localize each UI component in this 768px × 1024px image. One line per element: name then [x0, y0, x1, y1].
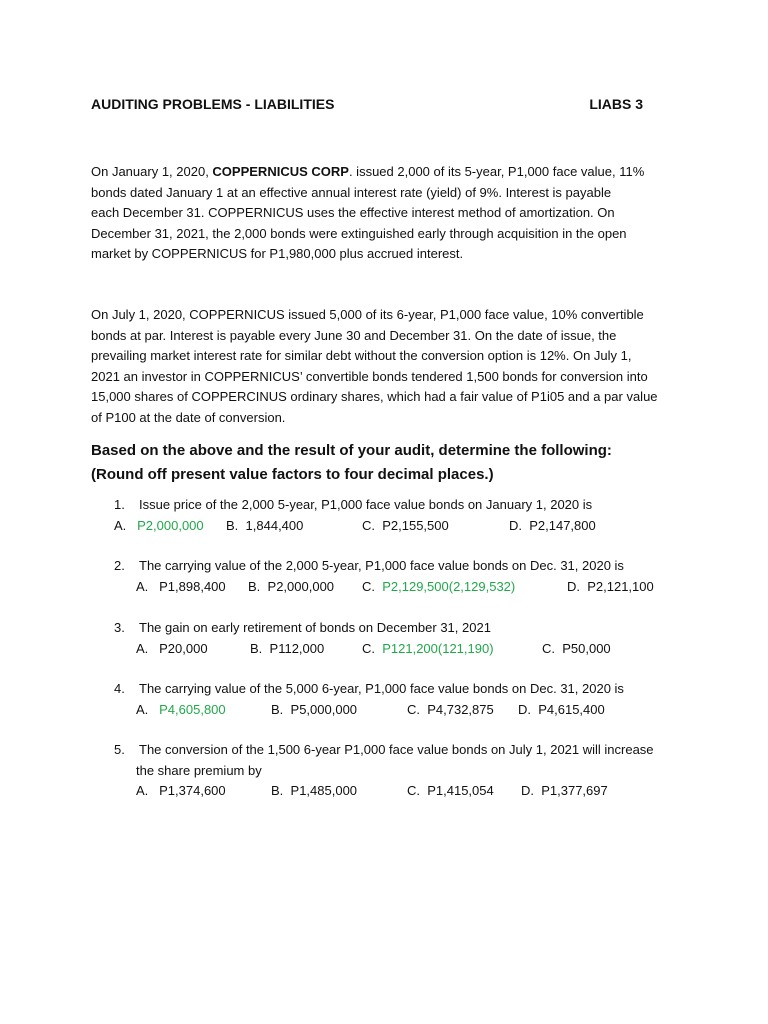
- page-title: AUDITING PROBLEMS - LIABILITIES: [91, 96, 335, 112]
- question-number: 5.: [114, 742, 125, 757]
- option-c[interactable]: C. P121,200(121,190): [362, 641, 494, 656]
- option-b[interactable]: B. P1,485,000: [271, 783, 358, 798]
- paragraph-line: On January 1, 2020, COPPERNICUS CORP. issued 2,000 of its 5-year, P1,000 face value, 11%: [91, 164, 645, 179]
- option-a[interactable]: A. P20,000: [136, 641, 208, 656]
- question-number: 3.: [114, 620, 125, 635]
- instructions-line-1: Based on the above and the result of your audit, determine the following:: [91, 442, 612, 459]
- option-b[interactable]: B. P2,000,000: [248, 579, 335, 594]
- paragraph-line: market by COPPERNICUS for P1,980,000 plus accrued interest.: [91, 246, 464, 261]
- question-text: Issue price of the 2,000 5-year, P1,000 face value bonds on January 1, 2020 is: [139, 497, 593, 512]
- page-header: [91, 96, 643, 116]
- paragraph-line: prevailing market interest rate for similar debt without the conversion option is 12%. On July 1,: [91, 348, 632, 363]
- question-number: 2.: [114, 558, 125, 573]
- option-d[interactable]: D. P1,377,697: [521, 783, 608, 798]
- option-c[interactable]: C. P2,155,500: [362, 518, 449, 533]
- option-d[interactable]: C. P50,000: [542, 641, 611, 656]
- option-c[interactable]: C. P1,415,054: [407, 783, 494, 798]
- document-code: LIABS 3: [589, 96, 643, 112]
- question-text-continued: the share premium by: [136, 763, 262, 778]
- option-d[interactable]: D. P2,121,100: [567, 579, 654, 594]
- paragraph-line: 2021 an investor in COPPERNICUS’ convertible bonds tendered 1,500 bonds for conversion into: [91, 368, 648, 384]
- paragraph-line: December 31, 2021, the 2,000 bonds were extinguished early through acquisition in the open: [91, 225, 627, 241]
- paragraph-line: On July 1, 2020, COPPERNICUS issued 5,000 of its 6-year, P1,000 face value, 10% convertible: [91, 307, 644, 322]
- problem-paragraph-2: [91, 305, 681, 428]
- option-b[interactable]: B. 1,844,400: [226, 518, 304, 533]
- option-c[interactable]: C. P2,129,500(2,129,532): [362, 579, 516, 594]
- question-number: 1.: [114, 497, 125, 512]
- correct-answer: P2,000,000: [137, 518, 204, 533]
- paragraph-line: bonds at par. Interest is payable every June 30 and December 31. On the date of issue, the: [91, 327, 617, 343]
- question-number: 4.: [114, 681, 125, 696]
- option-b[interactable]: B. P5,000,000: [271, 702, 358, 717]
- option-a[interactable]: A. P1,898,400: [136, 579, 226, 594]
- correct-answer: P4,605,800: [159, 702, 226, 717]
- instructions: [91, 439, 691, 487]
- paragraph-line: 15,000 shares of COPPERCINUS ordinary shares, which had a fair value of P1i05 and a par value: [91, 389, 658, 404]
- paragraph-line: each December 31. COPPERNICUS uses the effective interest method of amortization. On: [91, 205, 615, 220]
- option-d[interactable]: D. P2,147,800: [509, 518, 596, 533]
- option-a[interactable]: A. P1,374,600: [136, 783, 226, 798]
- option-b[interactable]: B. P112,000: [250, 641, 325, 656]
- company-name: COPPERNICUS CORP: [212, 164, 349, 179]
- option-a[interactable]: A. P2,000,000: [114, 518, 204, 533]
- instructions-line-2: (Round off present value factors to four decimal places.): [91, 466, 494, 483]
- option-a[interactable]: A. P4,605,800: [136, 702, 226, 717]
- question-text: The carrying value of the 2,000 5-year, P1,000 face value bonds on Dec. 31, 2020 is: [139, 558, 624, 573]
- option-d[interactable]: D. P4,615,400: [518, 702, 605, 717]
- correct-answer: P121,200(121,190): [382, 641, 494, 656]
- paragraph-line: bonds dated January 1 at an effective annual interest rate (yield) of 9%. Interest is payable: [91, 184, 612, 200]
- question-text: The conversion of the 1,500 6-year P1,000 face value bonds on July 1, 2021 will increase: [139, 742, 654, 757]
- problem-paragraph-1: [91, 162, 681, 265]
- paragraph-line: of P100 at the date of conversion.: [91, 409, 286, 425]
- question-text: The gain on early retirement of bonds on December 31, 2021: [139, 620, 491, 635]
- option-c[interactable]: C. P4,732,875: [407, 702, 494, 717]
- question-text: The carrying value of the 5,000 6-year, P1,000 face value bonds on Dec. 31, 2020 is: [139, 681, 624, 696]
- correct-answer: P2,129,500(2,129,532): [382, 579, 516, 594]
